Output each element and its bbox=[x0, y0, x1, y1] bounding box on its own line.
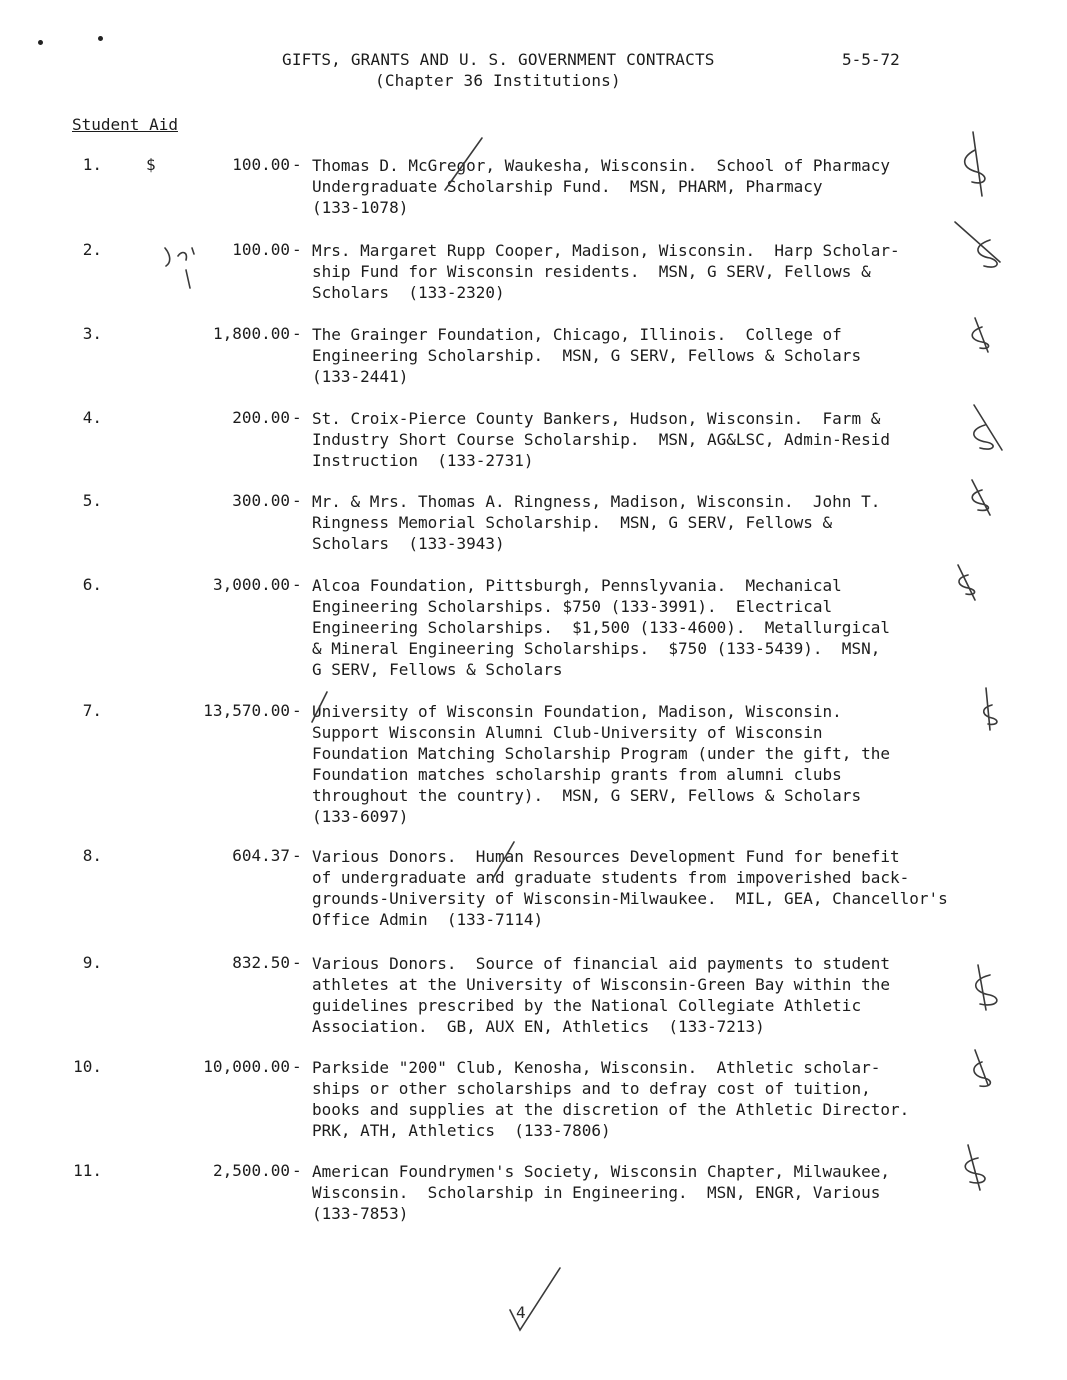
item-amount: 13,570.00 bbox=[203, 701, 290, 720]
description-line: Scholars (133-2320) bbox=[312, 283, 505, 302]
item-number: 2. bbox=[82, 240, 102, 259]
item-amount: 2,500.00 bbox=[212, 1161, 290, 1180]
header-date: 5-5-72 bbox=[842, 50, 900, 69]
item-description bbox=[312, 575, 1002, 680]
description-line: (133-6097) bbox=[312, 807, 409, 826]
description-line: Office Admin (133-7114) bbox=[312, 910, 544, 929]
item-description bbox=[312, 491, 1002, 554]
item-amount: 100.00 bbox=[232, 240, 290, 259]
item-dash: - bbox=[292, 1057, 302, 1076]
description-line: University of Wisconsin Foundation, Madison, Wisconsin. bbox=[312, 702, 842, 721]
item-description bbox=[312, 953, 1002, 1037]
item-number: 3. bbox=[82, 324, 102, 343]
item-dash: - bbox=[292, 491, 302, 510]
description-line: Various Donors. Human Resources Development Fund for benefit bbox=[312, 847, 900, 866]
item-dash: - bbox=[292, 846, 302, 865]
description-line: St. Croix-Pierce County Bankers, Hudson, Wisconsin. Farm & bbox=[312, 409, 881, 428]
description-line: PRK, ATH, Athletics (133-7806) bbox=[312, 1121, 611, 1140]
description-line: Scholars (133-3943) bbox=[312, 534, 505, 553]
description-line: Foundation Matching Scholarship Program (under the gift, the bbox=[312, 744, 890, 763]
description-line: Industry Short Course Scholarship. MSN, AG&LSC, Admin-Resid bbox=[312, 430, 890, 449]
item-amount: 832.50 bbox=[232, 953, 290, 972]
item-description bbox=[312, 1057, 1002, 1141]
description-line: Thomas D. McGregor, Waukesha, Wisconsin. School of Pharmacy bbox=[312, 156, 890, 175]
item-dash: - bbox=[292, 408, 302, 427]
description-line: (133-1078) bbox=[312, 198, 409, 217]
description-line: Engineering Scholarships. $750 (133-3991). Electrical bbox=[312, 597, 833, 616]
item-description bbox=[312, 155, 1002, 218]
header-subtitle: (Chapter 36 Institutions) bbox=[375, 71, 621, 90]
description-line: Mrs. Margaret Rupp Cooper, Madison, Wisconsin. Harp Scholar- bbox=[312, 241, 900, 260]
description-line: Support Wisconsin Alumni Club-University of Wisconsin bbox=[312, 723, 823, 742]
description-line: & Mineral Engineering Scholarships. $750 (133-5439). MSN, bbox=[312, 639, 881, 658]
description-line: Various Donors. Source of financial aid payments to student bbox=[312, 954, 890, 973]
description-line: Parkside "200" Club, Kenosha, Wisconsin. Athletic scholar- bbox=[312, 1058, 881, 1077]
description-line: The Grainger Foundation, Chicago, Illinois. College of bbox=[312, 325, 842, 344]
item-number: 8. bbox=[82, 846, 102, 865]
description-line: Undergraduate Scholarship Fund. MSN, PHARM, Pharmacy bbox=[312, 177, 823, 196]
page-number: 4 bbox=[516, 1303, 526, 1322]
item-amount: 200.00 bbox=[232, 408, 290, 427]
description-line: Wisconsin. Scholarship in Engineering. MSN, ENGR, Various bbox=[312, 1183, 881, 1202]
item-number: 7. bbox=[82, 701, 102, 720]
currency-symbol: $ bbox=[146, 155, 156, 174]
description-line: Ringness Memorial Scholarship. MSN, G SERV, Fellows & bbox=[312, 513, 833, 532]
item-dash: - bbox=[292, 155, 302, 174]
description-line: athletes at the University of Wisconsin-Green Bay within the bbox=[312, 975, 890, 994]
item-number: 6. bbox=[82, 575, 102, 594]
description-line: American Foundrymen's Society, Wisconsin Chapter, Milwaukee, bbox=[312, 1162, 890, 1181]
description-line: of undergraduate and graduate students from impoverished back- bbox=[312, 868, 910, 887]
description-line: (133-7853) bbox=[312, 1204, 409, 1223]
item-dash: - bbox=[292, 1161, 302, 1180]
item-dash: - bbox=[292, 324, 302, 343]
item-description bbox=[312, 240, 1002, 303]
item-dash: - bbox=[292, 953, 302, 972]
description-line: Alcoa Foundation, Pittsburgh, Pennslyvania. Mechanical bbox=[312, 576, 842, 595]
item-description bbox=[312, 408, 1002, 471]
description-line: Mr. & Mrs. Thomas A. Ringness, Madison, Wisconsin. John T. bbox=[312, 492, 881, 511]
description-line: Engineering Scholarships. $1,500 (133-4600). Metallurgical bbox=[312, 618, 890, 637]
item-amount: 604.37 bbox=[232, 846, 290, 865]
description-line: Instruction (133-2731) bbox=[312, 451, 534, 470]
description-line: Foundation matches scholarship grants from alumni clubs bbox=[312, 765, 842, 784]
item-description bbox=[312, 324, 1002, 387]
item-amount: 10,000.00 bbox=[203, 1057, 290, 1076]
item-amount: 3,000.00 bbox=[212, 575, 290, 594]
description-line: ships or other scholarships and to defray cost of tuition, bbox=[312, 1079, 871, 1098]
description-line: G SERV, Fellows & Scholars bbox=[312, 660, 563, 679]
item-number: 1. bbox=[82, 155, 102, 174]
description-line: ship Fund for Wisconsin residents. MSN, G SERV, Fellows & bbox=[312, 262, 871, 281]
header-title: GIFTS, GRANTS AND U. S. GOVERNMENT CONTRACTS bbox=[282, 50, 715, 69]
description-line: throughout the country). MSN, G SERV, Fellows & Scholars bbox=[312, 786, 862, 805]
item-description bbox=[312, 846, 1002, 930]
item-amount: 1,800.00 bbox=[212, 324, 290, 343]
item-dash: - bbox=[292, 701, 302, 720]
item-description bbox=[312, 701, 1002, 827]
item-description bbox=[312, 1161, 1002, 1224]
item-dash: - bbox=[292, 575, 302, 594]
description-line: (133-2441) bbox=[312, 367, 409, 386]
item-number: 4. bbox=[82, 408, 102, 427]
description-line: guidelines prescribed by the National Collegiate Athletic bbox=[312, 996, 862, 1015]
item-dash: - bbox=[292, 240, 302, 259]
description-line: grounds-University of Wisconsin-Milwaukee. MIL, GEA, Chancellor's bbox=[312, 889, 948, 908]
item-number: 11. bbox=[73, 1161, 102, 1180]
item-amount: 300.00 bbox=[232, 491, 290, 510]
description-line: Association. GB, AUX EN, Athletics (133-7213) bbox=[312, 1017, 765, 1036]
item-number: 5. bbox=[82, 491, 102, 510]
description-line: books and supplies at the discretion of the Athletic Director. bbox=[312, 1100, 910, 1119]
description-line: Engineering Scholarship. MSN, G SERV, Fellows & Scholars bbox=[312, 346, 862, 365]
item-number: 10. bbox=[73, 1057, 102, 1076]
section-heading: Student Aid bbox=[72, 115, 178, 134]
item-number: 9. bbox=[82, 953, 102, 972]
item-amount: 100.00 bbox=[232, 155, 290, 174]
